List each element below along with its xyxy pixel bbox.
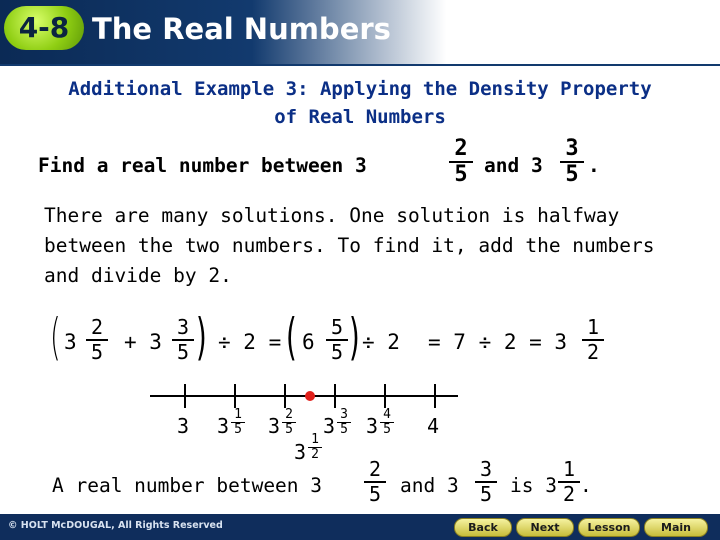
fraction-denominator: 5 — [340, 422, 348, 437]
next-button[interactable]: Next — [516, 518, 574, 537]
fraction-numerator: 1 — [311, 432, 319, 447]
midpoint-label-fraction — [308, 433, 322, 462]
fraction-numerator: 2 — [285, 407, 293, 422]
divide-by-two: ÷ 2 — [362, 330, 400, 354]
label-3-3-5-whole: 3 — [323, 414, 336, 438]
fraction-numerator: 2 — [454, 136, 468, 161]
fraction-denominator: 2 — [562, 482, 576, 506]
question-prefix: Find a real number between 3 — [38, 154, 367, 177]
left-paren-1: ( — [50, 308, 61, 366]
fraction-numerator: 4 — [383, 407, 391, 422]
left-paren-2: ( — [286, 308, 297, 366]
answer-fraction-3 — [558, 458, 580, 506]
label-3: 3 — [177, 414, 190, 438]
answer-prefix: A real number between 3 — [52, 474, 323, 497]
label-3-3-5-fraction — [337, 408, 351, 437]
answer-is: is 3 — [510, 474, 557, 497]
fraction-denominator: 5 — [90, 340, 104, 364]
fraction-denominator: 5 — [383, 422, 391, 437]
plus-three: + 3 — [124, 330, 162, 354]
label-4: 4 — [427, 414, 440, 438]
label-3-2-5-whole: 3 — [268, 414, 281, 438]
question-middle: and 3 — [484, 154, 543, 177]
question-period: . — [588, 154, 600, 177]
explanation-text: There are many solutions. One solution is halfway between the two numbers. To find it, add the numbers and divide by 2. — [44, 204, 655, 287]
example-title-line1: Additional Example 3: Applying the Density Property — [68, 78, 652, 100]
fraction-denominator: 5 — [368, 482, 382, 506]
lesson-number-badge: 4-8 — [4, 6, 84, 50]
fraction-denominator: 5 — [234, 422, 242, 437]
label-3-4-5-fraction — [380, 408, 394, 437]
fraction-numerator: 3 — [479, 457, 493, 481]
fraction-numerator: 5 — [330, 315, 344, 339]
midpoint-label-whole: 3 — [294, 440, 307, 464]
fraction-numerator: 1 — [234, 407, 242, 422]
lesson-button[interactable]: Lesson — [578, 518, 640, 537]
answer-fraction-2 — [475, 458, 497, 506]
label-3-1-5-fraction — [231, 408, 245, 437]
fraction-denominator: 2 — [586, 340, 600, 364]
fraction-numerator: 1 — [586, 315, 600, 339]
fraction-numerator: 1 — [562, 457, 576, 481]
mixed-whole-1: 3 — [64, 330, 77, 354]
example-title-line2: of Real Numbers — [274, 106, 446, 128]
fraction-denominator: 5 — [285, 422, 293, 437]
fraction-denominator: 5 — [454, 162, 468, 187]
fraction-numerator: 2 — [368, 457, 382, 481]
answer-period: . — [580, 474, 592, 497]
back-button[interactable]: Back — [454, 518, 512, 537]
answer-middle: and 3 — [400, 474, 459, 497]
fraction-denominator: 2 — [311, 447, 319, 462]
fraction-denominator: 5 — [479, 482, 493, 506]
fraction-denominator: 5 — [565, 162, 579, 187]
mixed-whole-6: 6 — [302, 330, 315, 354]
right-paren-2: ) — [349, 308, 360, 366]
fraction-denominator: 5 — [176, 340, 190, 364]
right-paren-1: ) — [196, 308, 207, 366]
page-title: The Real Numbers — [92, 12, 391, 46]
fraction-numerator: 3 — [565, 136, 579, 161]
copyright-text: © HOLT McDOUGAL, All Rights Reserved — [8, 520, 223, 531]
fraction-denominator: 5 — [330, 340, 344, 364]
fraction-numerator: 2 — [90, 315, 104, 339]
main-button[interactable]: Main — [644, 518, 708, 537]
answer-fraction-1 — [364, 458, 386, 506]
label-3-1-5-whole: 3 — [217, 414, 230, 438]
divide-by-two-equals: ÷ 2 = — [218, 330, 282, 354]
midpoint-marker — [305, 391, 315, 401]
fraction-numerator: 3 — [176, 315, 190, 339]
label-3-2-5-fraction — [282, 408, 296, 437]
label-3-4-5-whole: 3 — [366, 414, 379, 438]
equation-result: = 7 ÷ 2 = 3 — [428, 330, 568, 354]
footer-bar — [0, 514, 720, 540]
fraction-numerator: 3 — [340, 407, 348, 422]
